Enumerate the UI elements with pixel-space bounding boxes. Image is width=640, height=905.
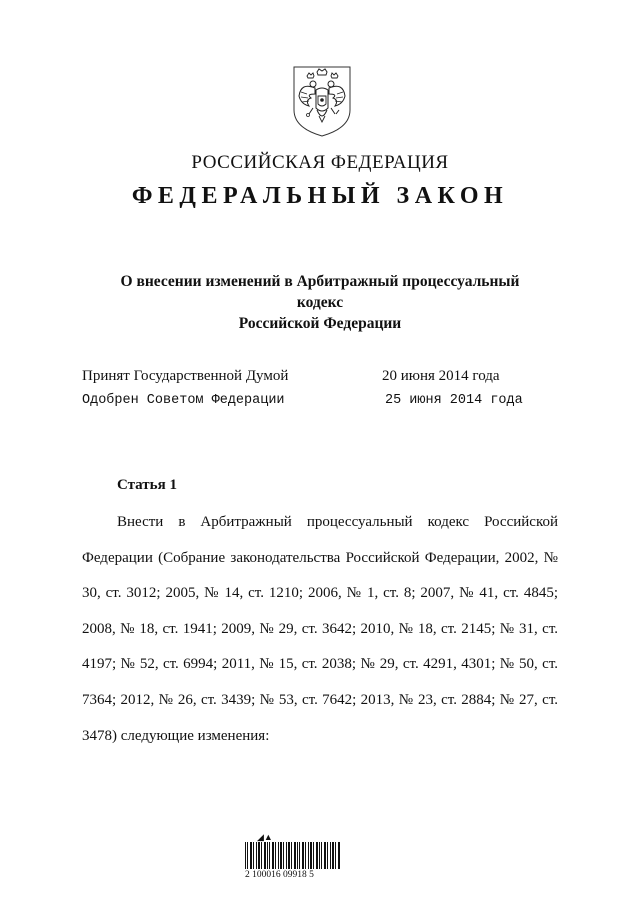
article-heading: Статья 1 [117, 477, 177, 493]
barcode-mark: ◢▲ [257, 832, 273, 842]
approval-date: 25 июня 2014 года [385, 393, 523, 408]
barcode-number: 2 100016 09918 5 [245, 870, 314, 880]
approval-body: Принят Государственной Думой [82, 368, 289, 384]
barcode-block [245, 832, 355, 884]
approval-body: Одобрен Советом Федерации [82, 393, 285, 408]
law-type-title: ФЕДЕРАЛЬНЫЙ ЗАКОН [131, 183, 509, 209]
law-subject-line-2: Российской Федерации [238, 315, 402, 332]
law-subject-line-1: О внесении изменений в Арбитражный процессуальный кодекс [120, 273, 520, 311]
approval-row-duma [82, 368, 562, 393]
coat-of-arms-icon [291, 64, 353, 138]
law-subject-title [100, 271, 540, 334]
approval-row-council [82, 393, 562, 418]
country-name: РОССИЙСКАЯ ФЕДЕРАЦИЯ [191, 152, 449, 173]
barcode-icon [245, 842, 341, 869]
approval-date: 20 июня 2014 года [382, 368, 500, 384]
article-text: Внести в Арбитражный процессуальный кодекс Российской Федерации (Собрание законодательства Российской Федерации, 2002, № 30, ст. 3012; 2005, № 14, ст. 1210; 2006, № 1, ст. 8; 2007, № 41, ст. 4845; 2008, № 18, ст. 1941; 2009, № 29, ст. 3642; 2010, № 18, ст. 2145; № 31, ст. 4197; № 52, ст. 6994; 2011, № 15, ст. 2038; № 29, ст. 4291, 4301; № 50, ст. 7364; 2012, № 26, ст. 3439; № 53, ст. 7642; 2013, № 23, ст. 2884; № 27, ст. 3478) следующие изменения: [82, 514, 558, 744]
approval-block [82, 368, 562, 418]
